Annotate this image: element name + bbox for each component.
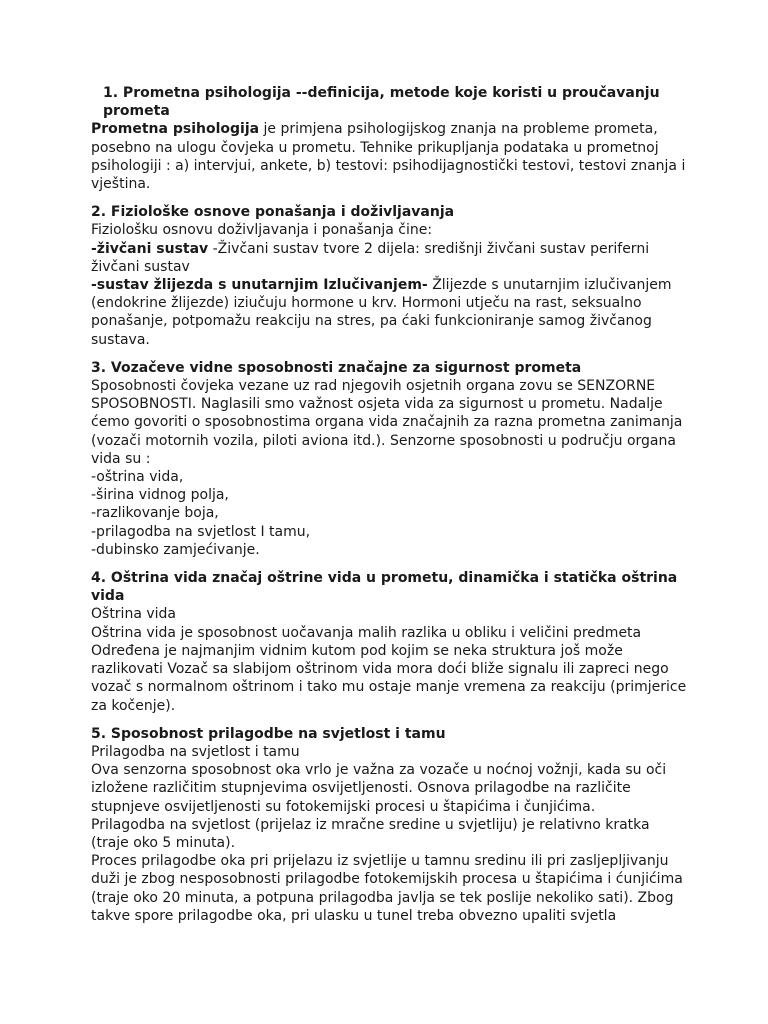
section-heading: 1. Prometna psihologija --definicija, metode koje koristi u proučavanju prometa <box>103 85 660 120</box>
paragraph-text: Žlijezde s unutarnjim izlučivanjem (endokrine žlijezde) iziučuju hormone u krv. Hormoni utječu na rast, seksualno ponašanje, potpomažu reakciju na stres, pa ćaki funkcioniranje samog živčanog sustava. <box>91 277 672 348</box>
list-item: -širina vidnog polja, <box>91 487 229 504</box>
section-5 <box>91 725 691 925</box>
list-item <box>91 240 691 276</box>
section-paragraph: Ova senzorna sposobnost oka vrlo je važna za vozače u noćnoj vožnji, kada su oči izložene različitim stupnjevima osvijetljenosti. Osnova prilagodbe na različite stupnjeve osvijetljenosti su fotokemijski procesi u štapićima i čunjićima. <box>91 762 667 815</box>
section-heading: 3. Vozačeve vidne sposobnosti značajne za sigurnost prometa <box>91 359 582 376</box>
section-paragraph <box>91 120 691 193</box>
section-2 <box>91 203 691 349</box>
term-bold: -sustav žlijezda s unutarnjim Izlučivanjem- <box>91 277 428 294</box>
list-item: -dubinsko zamjećivanje. <box>91 541 260 558</box>
list-item <box>91 276 691 349</box>
section-3 <box>91 359 691 559</box>
section-paragraph: Sposobnosti čovjeka vezane uz rad njegovih osjetnih organa zovu se SENZORNE SPOSOBNOSTI. Naglasili smo važnost osjeta vida za sigurnost u prometu. Nadalje ćemo govoriti o sposobnostima organa vida značajnih za razna prometna zanimanja (vozači motornih vozila, piloti aviona itd.). Senzorne sposobnosti u području organa vida su : <box>91 378 683 467</box>
list-item: -prilagodba na svjetlost I tamu, <box>91 523 311 540</box>
section-heading: 2. Fiziološke osnove ponašanja i doživljavanja <box>91 204 455 221</box>
section-paragraph: Prilagodba na svjetlost (prijelaz iz mračne sredine u svjetliju) je relativno kratka (traje oko 5 minuta). <box>91 816 650 851</box>
list-item: -oštrina vida, <box>91 469 184 486</box>
section-heading: 4. Oštrina vida značaj oštrine vida u prometu, dinamička i statička oštrina vida <box>91 570 678 605</box>
term-bold: Prometna psihologija <box>91 121 260 138</box>
section-subtitle: Prilagodba na svjetlost i tamu <box>91 743 300 760</box>
section-heading: 5. Sposobnost prilagodbe na svjetlost i tamu <box>91 725 446 742</box>
paragraph-text: -Živčani sustav tvore 2 dijela: središnji živčani sustav periferni živčani sustav <box>91 240 650 275</box>
section-paragraph: Proces prilagodbe oka pri prijelazu iz svjetlije u tamnu sredinu ili pri zasljepljivanju duži je zbog nesposobnosti prilagodbe fotokemijskih procesa u štapićima i ćunjićima (traje oko 20 minuta, a potpuna prilagodba javlja se tek poslije nekoliko sati). Zbog takve spore prilagodbe oka, pri ulasku u tunel treba obvezno upaliti svjetla <box>91 853 683 924</box>
section-1 <box>91 84 691 193</box>
section-paragraph: Oštrina vida je sposobnost uočavanja malih razlika u obliku i veličini predmeta Određena je najmanjim vidnim kutom pod kojim se neka struktura još može razlikovati Vozač sa slabijom oštrinom vida mora doći bliže signalu ili zapreci nego vozač s normalnom oštrinom i tako mu ostaje manje vremena za reakciju (primjerice za kočenje). <box>91 624 687 714</box>
section-4 <box>91 569 691 715</box>
document-page <box>91 84 691 935</box>
section-subtitle: Oštrina vida <box>91 606 176 623</box>
term-bold: -živčani sustav <box>91 240 209 257</box>
paragraph-text: je primjena psihologijskog znanja na probleme prometa, posebno na ulogu čovjeka u prometu. Tehnike prikupljanja podataka u prometnoj psihologiji : a) intervjui, ankete, b) testovi: psihodijagnostički testovi, testovi znanja i vještina. <box>91 121 686 193</box>
section-intro: Fiziološku osnovu doživljavanja i ponašanja čine: <box>91 222 433 239</box>
list-item: -razlikovanje boja, <box>91 505 219 522</box>
